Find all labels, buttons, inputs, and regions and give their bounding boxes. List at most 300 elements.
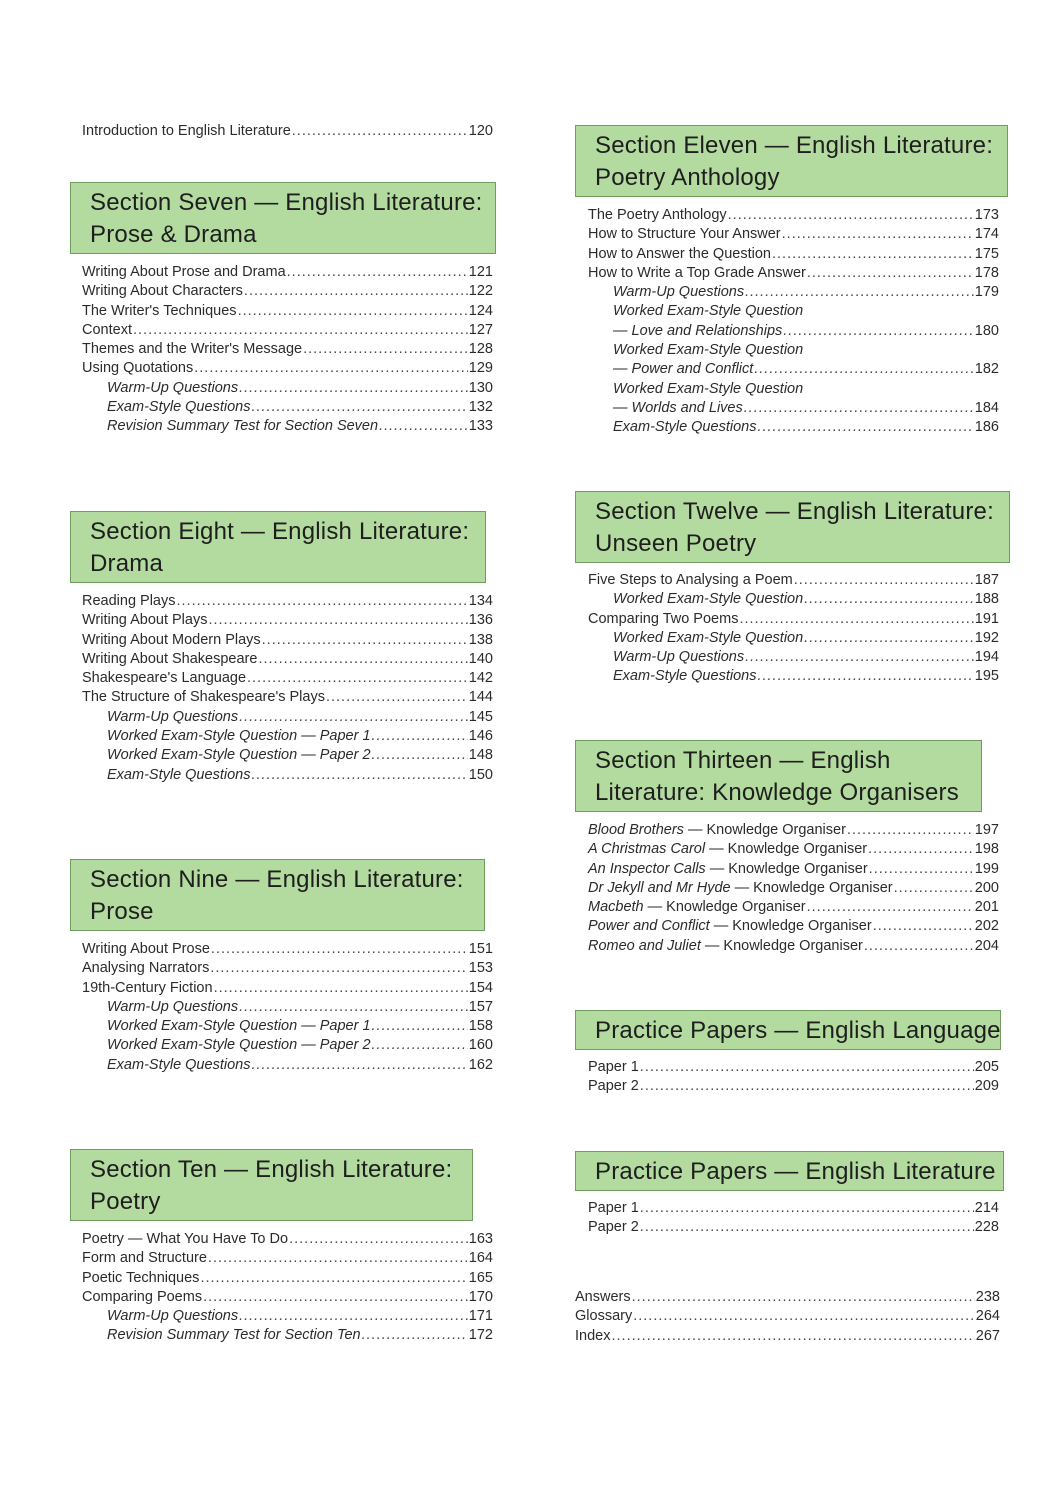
entry-label: How to Answer the Question bbox=[588, 245, 771, 262]
entry-label: Revision Summary Test for Section Ten bbox=[107, 1327, 361, 1344]
entry-label: Warm-Up Questions bbox=[613, 649, 745, 666]
entry-label: Answers bbox=[575, 1289, 631, 1305]
entry-page: 170 bbox=[468, 1288, 493, 1305]
end-matter-entries bbox=[575, 1288, 1000, 1346]
dot-leader bbox=[772, 245, 974, 264]
entry-page: 144 bbox=[468, 689, 493, 706]
toc-entry[interactable] bbox=[588, 399, 999, 418]
entry-page: 172 bbox=[468, 1327, 493, 1344]
entry-label: Writing About Shakespeare bbox=[82, 650, 258, 667]
dot-leader bbox=[754, 360, 974, 379]
toc-entry[interactable] bbox=[588, 648, 999, 667]
dot-leader bbox=[757, 667, 973, 686]
section-eight-entries bbox=[82, 592, 493, 785]
toc-entry[interactable] bbox=[588, 380, 999, 399]
entry-label bbox=[588, 860, 868, 879]
toc-entry[interactable] bbox=[82, 1288, 493, 1307]
dot-leader bbox=[326, 688, 468, 707]
section-title-line: Literature: Knowledge Organisers bbox=[595, 779, 959, 806]
intro-entry bbox=[82, 122, 493, 141]
toc-entry[interactable] bbox=[588, 917, 999, 936]
entry-label: The Writer's Techniques bbox=[82, 302, 237, 319]
section-thirteen-entries bbox=[588, 821, 999, 956]
entry-label: The Structure of Shakespeare's Plays bbox=[82, 689, 325, 706]
entry-page: 138 bbox=[468, 631, 493, 648]
toc-entry[interactable] bbox=[588, 610, 999, 629]
entry-label: Worked Exam-Style Question bbox=[613, 342, 804, 359]
entry-label: Reading Plays bbox=[82, 593, 176, 609]
dot-leader bbox=[783, 322, 974, 341]
toc-entry[interactable] bbox=[82, 940, 493, 959]
toc-entry[interactable] bbox=[82, 359, 493, 378]
entry-page: 142 bbox=[468, 670, 493, 687]
entry-page: 204 bbox=[974, 937, 999, 954]
toc-entry[interactable] bbox=[82, 263, 493, 282]
entry-page: 200 bbox=[974, 879, 999, 896]
dot-leader bbox=[372, 1017, 468, 1036]
entry-label: Writing About Prose and Drama bbox=[82, 264, 286, 280]
dot-leader bbox=[873, 917, 974, 936]
toc-entry[interactable] bbox=[588, 879, 999, 898]
dot-leader bbox=[640, 1199, 974, 1218]
entry-label: Comparing Two Poems bbox=[588, 610, 739, 627]
section-title-line: Section Twelve — English Literature: bbox=[595, 498, 994, 525]
dot-leader bbox=[251, 398, 467, 417]
practice-language-header bbox=[575, 1010, 1001, 1050]
section-title-line: Section Thirteen — English bbox=[595, 747, 891, 774]
entry-label: Themes and the Writer's Message bbox=[82, 341, 303, 358]
toc-entry[interactable] bbox=[82, 998, 493, 1017]
entry-page: 164 bbox=[468, 1250, 493, 1267]
entry-label: Worked Exam-Style Question bbox=[613, 303, 804, 320]
toc-entry[interactable] bbox=[82, 688, 493, 707]
entry-label bbox=[588, 821, 846, 840]
section-title-line: Unseen Poetry bbox=[595, 530, 757, 557]
entry-page: 267 bbox=[975, 1327, 1000, 1344]
entry-label: Form and Structure bbox=[82, 1250, 207, 1267]
toc-entry[interactable] bbox=[82, 1056, 493, 1075]
entry-label: Writing About Prose bbox=[82, 941, 210, 957]
entry-page: 129 bbox=[468, 360, 493, 377]
entry-label: Exam-Style Questions bbox=[613, 668, 757, 685]
dot-leader bbox=[239, 708, 468, 727]
dot-leader bbox=[632, 1288, 975, 1307]
entry-page: 165 bbox=[468, 1269, 493, 1286]
entry-page: 163 bbox=[468, 1231, 493, 1247]
entry-page: 153 bbox=[468, 960, 493, 977]
dot-leader bbox=[745, 283, 974, 302]
entry-page: 194 bbox=[974, 649, 999, 666]
entry-label: Warm-Up Questions bbox=[613, 284, 745, 301]
entry-label: Worked Exam-Style Question — Paper 1 bbox=[107, 728, 371, 745]
dot-leader bbox=[864, 937, 974, 956]
toc-entry[interactable] bbox=[82, 340, 493, 359]
entry-page: 201 bbox=[974, 899, 999, 916]
entry-page: 264 bbox=[975, 1308, 1000, 1325]
toc-entry[interactable] bbox=[588, 322, 999, 341]
dot-leader bbox=[239, 379, 468, 398]
toc-entry[interactable] bbox=[588, 571, 999, 590]
toc-entry[interactable] bbox=[588, 206, 999, 225]
dot-leader bbox=[292, 122, 468, 141]
dot-leader bbox=[804, 590, 974, 609]
entry-label: Glossary bbox=[575, 1308, 633, 1325]
toc-entry[interactable] bbox=[82, 302, 493, 321]
section-eleven-header bbox=[575, 125, 1008, 197]
entry-label: Index bbox=[575, 1327, 611, 1344]
toc-entry[interactable] bbox=[588, 860, 999, 879]
section-twelve-header bbox=[575, 491, 1010, 563]
entry-page: 133 bbox=[468, 418, 493, 435]
entry-label bbox=[588, 840, 867, 859]
toc-entry[interactable] bbox=[82, 1017, 493, 1036]
dot-leader bbox=[807, 264, 974, 283]
toc-entry[interactable] bbox=[82, 727, 493, 746]
toc-entry[interactable] bbox=[82, 1326, 493, 1345]
entry-page: 187 bbox=[974, 572, 999, 588]
entry-page: 178 bbox=[974, 264, 999, 281]
dot-leader bbox=[251, 766, 467, 785]
toc-entry[interactable] bbox=[82, 398, 493, 417]
dot-leader bbox=[739, 610, 973, 629]
entry-label: Paper 2 bbox=[588, 1078, 639, 1095]
toc-entry[interactable] bbox=[588, 898, 999, 917]
entry-title-italic: Blood Brothers bbox=[588, 822, 684, 838]
entry-page: 184 bbox=[974, 399, 999, 416]
dot-leader bbox=[372, 727, 468, 746]
toc-entry[interactable] bbox=[82, 611, 493, 630]
entry-label bbox=[588, 937, 863, 956]
dot-leader bbox=[251, 1056, 467, 1075]
toc-entry[interactable] bbox=[588, 840, 999, 859]
entry-title-italic: An Inspector Calls bbox=[588, 860, 706, 877]
entry-page: 191 bbox=[974, 610, 999, 627]
toc-entry[interactable] bbox=[82, 959, 493, 978]
toc-entry[interactable] bbox=[588, 1199, 999, 1218]
section-title-line: Section Nine — English Literature: bbox=[90, 866, 464, 893]
practice-literature-header bbox=[575, 1151, 1004, 1191]
toc-entry[interactable] bbox=[82, 122, 493, 141]
entry-label: Worked Exam-Style Question — Paper 2 bbox=[107, 747, 371, 764]
section-nine-header bbox=[70, 859, 485, 931]
dot-leader bbox=[214, 979, 468, 998]
section-title-line: Section Ten — English Literature: bbox=[90, 1156, 453, 1183]
entry-page: 179 bbox=[974, 284, 999, 301]
toc-entry[interactable] bbox=[82, 321, 493, 340]
entry-page: 140 bbox=[468, 650, 493, 667]
dot-leader bbox=[211, 940, 468, 959]
toc-entry[interactable] bbox=[588, 667, 999, 686]
dot-leader bbox=[868, 840, 974, 859]
section-title-line: Section Eight — English Literature: bbox=[90, 518, 470, 545]
section-eight-header bbox=[70, 511, 486, 583]
entry-page: 202 bbox=[974, 918, 999, 935]
entry-page: 175 bbox=[974, 245, 999, 262]
dot-leader bbox=[744, 399, 974, 418]
entry-page: 199 bbox=[974, 860, 999, 877]
dot-leader bbox=[133, 321, 468, 340]
dot-leader bbox=[210, 959, 467, 978]
toc-entry[interactable] bbox=[82, 417, 493, 436]
entry-title-italic: Power and Conflict bbox=[588, 918, 710, 935]
entry-label: 19th-Century Fiction bbox=[82, 979, 213, 996]
dot-leader bbox=[728, 206, 974, 225]
entry-page: 158 bbox=[468, 1018, 493, 1035]
entry-page: 157 bbox=[468, 998, 493, 1015]
toc-entry[interactable] bbox=[82, 979, 493, 998]
entry-page: 120 bbox=[468, 123, 493, 139]
entry-page: 238 bbox=[975, 1289, 1000, 1305]
entry-page: 205 bbox=[974, 1059, 999, 1075]
entry-page: 228 bbox=[974, 1219, 999, 1236]
entry-page: 197 bbox=[974, 822, 999, 838]
entry-suffix: — Knowledge Organiser bbox=[709, 918, 872, 935]
practice-literature-entries bbox=[588, 1199, 999, 1238]
entry-suffix: — Knowledge Organiser bbox=[643, 899, 806, 916]
dot-leader bbox=[239, 998, 468, 1017]
section-seven-header bbox=[70, 182, 496, 254]
toc-entry[interactable] bbox=[588, 225, 999, 244]
dot-leader bbox=[372, 1036, 468, 1055]
toc-entry[interactable] bbox=[575, 1327, 1000, 1346]
section-title-line: Section Eleven — English Literature: bbox=[595, 132, 994, 159]
section-title-line: Poetry Anthology bbox=[595, 164, 780, 191]
entry-label: Writing About Plays bbox=[82, 612, 208, 629]
entry-label: Warm-Up Questions bbox=[107, 1308, 239, 1325]
entry-page: 132 bbox=[468, 399, 493, 416]
dot-leader bbox=[362, 1326, 468, 1345]
entry-page: 146 bbox=[468, 728, 493, 745]
entry-label: The Poetry Anthology bbox=[588, 207, 727, 223]
entry-label: Exam-Style Questions bbox=[107, 1056, 251, 1073]
entry-page: 192 bbox=[974, 629, 999, 646]
dot-leader bbox=[194, 359, 468, 378]
dot-leader bbox=[640, 1218, 974, 1237]
section-title-line: Prose bbox=[90, 898, 154, 925]
entry-label: Exam-Style Questions bbox=[107, 399, 251, 416]
dot-leader bbox=[782, 225, 974, 244]
dot-leader bbox=[379, 417, 468, 436]
dot-leader bbox=[869, 860, 974, 879]
entry-page: 160 bbox=[468, 1037, 493, 1054]
dot-leader bbox=[247, 669, 468, 688]
entry-label: Shakespeare's Language bbox=[82, 670, 247, 687]
dot-leader bbox=[203, 1288, 468, 1307]
entry-label: Paper 2 bbox=[588, 1219, 639, 1236]
toc-entry[interactable] bbox=[575, 1307, 1000, 1326]
dot-leader bbox=[372, 746, 468, 765]
toc-entry[interactable] bbox=[82, 282, 493, 301]
entry-page: 182 bbox=[974, 361, 999, 378]
entry-label: How to Structure Your Answer bbox=[588, 226, 781, 243]
dot-leader bbox=[244, 282, 468, 301]
entry-page: 151 bbox=[468, 941, 493, 957]
entry-page: 171 bbox=[468, 1308, 493, 1325]
entry-page: 136 bbox=[468, 612, 493, 629]
entry-label: Analysing Narrators bbox=[82, 960, 210, 977]
dot-leader bbox=[847, 821, 974, 840]
entry-suffix: — Knowledge Organiser bbox=[705, 841, 868, 858]
entry-suffix: — Knowledge Organiser bbox=[705, 860, 868, 877]
toc-entry[interactable] bbox=[82, 1269, 493, 1288]
toc-entry[interactable] bbox=[588, 1218, 999, 1237]
dot-leader bbox=[239, 1307, 468, 1326]
entry-page: 195 bbox=[974, 668, 999, 685]
entry-label: — Worlds and Lives bbox=[613, 399, 743, 416]
entry-page: 127 bbox=[468, 321, 493, 338]
section-thirteen-header bbox=[575, 740, 982, 812]
entry-page: 130 bbox=[468, 379, 493, 396]
entry-label: — Love and Relationships bbox=[613, 322, 783, 339]
entry-page: 198 bbox=[974, 841, 999, 858]
entry-label: Worked Exam-Style Question bbox=[613, 629, 804, 646]
toc-entry[interactable] bbox=[82, 592, 493, 611]
dot-leader bbox=[208, 1249, 468, 1268]
entry-label: Introduction to English Literature bbox=[82, 123, 291, 139]
dot-leader bbox=[894, 879, 974, 898]
entry-page: 174 bbox=[974, 226, 999, 243]
toc-entry[interactable] bbox=[588, 590, 999, 609]
toc-entry[interactable] bbox=[588, 341, 999, 360]
toc-entry[interactable] bbox=[588, 1077, 999, 1096]
entry-label bbox=[588, 898, 806, 917]
entry-page: 145 bbox=[468, 708, 493, 725]
entry-label: Poetry — What You Have To Do bbox=[82, 1231, 289, 1247]
section-title-line: Prose & Drama bbox=[90, 221, 257, 248]
dot-leader bbox=[303, 340, 468, 359]
dot-leader bbox=[745, 648, 974, 667]
toc-entry[interactable] bbox=[82, 631, 493, 650]
section-ten-entries bbox=[82, 1230, 493, 1346]
toc-entry[interactable] bbox=[82, 766, 493, 785]
section-title-line: Practice Papers — English Literature bbox=[595, 1158, 996, 1185]
entry-page: 188 bbox=[974, 591, 999, 608]
section-title-line: Practice Papers — English Language bbox=[595, 1017, 1001, 1044]
entry-title-italic: Romeo and Juliet bbox=[588, 937, 701, 954]
entry-label: Warm-Up Questions bbox=[107, 708, 239, 725]
entry-title-italic: A Christmas Carol bbox=[588, 841, 706, 858]
toc-entry[interactable] bbox=[588, 245, 999, 264]
toc-entry[interactable] bbox=[588, 283, 999, 302]
toc-entry[interactable] bbox=[82, 669, 493, 688]
entry-page: 121 bbox=[468, 264, 493, 280]
dot-leader bbox=[287, 263, 468, 282]
entry-page: 180 bbox=[974, 322, 999, 339]
toc-entry[interactable] bbox=[82, 650, 493, 669]
entry-page: 148 bbox=[468, 747, 493, 764]
entry-label: Worked Exam-Style Question — Paper 2 bbox=[107, 1037, 371, 1054]
toc-entry[interactable] bbox=[82, 708, 493, 727]
dot-leader bbox=[633, 1307, 975, 1326]
section-title-line: Poetry bbox=[90, 1188, 161, 1215]
section-ten-header bbox=[70, 1149, 473, 1221]
entry-title-italic: Dr Jekyll and Mr Hyde bbox=[588, 879, 731, 896]
dot-leader bbox=[208, 611, 467, 630]
entry-label: Paper 1 bbox=[588, 1200, 639, 1216]
toc-entry[interactable] bbox=[82, 379, 493, 398]
dot-leader bbox=[238, 302, 468, 321]
toc-entry[interactable] bbox=[588, 264, 999, 283]
entry-label: Writing About Modern Plays bbox=[82, 631, 261, 648]
dot-leader bbox=[262, 631, 468, 650]
toc-entry[interactable] bbox=[588, 821, 999, 840]
entry-suffix: — Knowledge Organiser bbox=[730, 879, 893, 896]
entry-page: 214 bbox=[974, 1200, 999, 1216]
entry-title-italic: Macbeth bbox=[588, 899, 644, 916]
entry-label: Using Quotations bbox=[82, 360, 194, 377]
entry-label: Warm-Up Questions bbox=[107, 379, 239, 396]
entry-label: Worked Exam-Style Question — Paper 1 bbox=[107, 1018, 371, 1035]
section-seven-entries bbox=[82, 263, 493, 437]
entry-label: Writing About Characters bbox=[82, 283, 243, 300]
entry-page: 122 bbox=[468, 283, 493, 300]
entry-suffix: — Knowledge Organiser bbox=[683, 822, 846, 838]
entry-label: Five Steps to Analysing a Poem bbox=[588, 572, 793, 588]
entry-page: 154 bbox=[468, 979, 493, 996]
entry-label: Revision Summary Test for Section Seven bbox=[107, 418, 379, 435]
entry-page: 162 bbox=[468, 1056, 493, 1073]
practice-language-entries bbox=[588, 1058, 999, 1097]
toc-entry[interactable] bbox=[82, 1249, 493, 1268]
toc-entry[interactable] bbox=[588, 1058, 999, 1077]
entry-label bbox=[588, 917, 872, 936]
section-eleven-entries bbox=[588, 206, 999, 438]
toc-entry[interactable] bbox=[588, 629, 999, 648]
toc-entry[interactable] bbox=[588, 302, 999, 321]
entry-label: Comparing Poems bbox=[82, 1288, 203, 1305]
dot-leader bbox=[611, 1327, 974, 1346]
entry-page: 186 bbox=[974, 419, 999, 436]
entry-page: 124 bbox=[468, 302, 493, 319]
entry-page: 209 bbox=[974, 1078, 999, 1095]
dot-leader bbox=[177, 592, 468, 611]
toc-entry[interactable] bbox=[82, 1036, 493, 1055]
entry-label: Worked Exam-Style Question bbox=[613, 591, 804, 608]
entry-label: Poetic Techniques bbox=[82, 1269, 200, 1286]
entry-label: Context bbox=[82, 321, 132, 338]
dot-leader bbox=[794, 571, 974, 590]
toc-entry[interactable] bbox=[575, 1288, 1000, 1307]
toc-entry[interactable] bbox=[82, 746, 493, 765]
section-nine-entries bbox=[82, 940, 493, 1075]
dot-leader bbox=[804, 629, 974, 648]
dot-leader bbox=[640, 1077, 974, 1096]
entry-label: Warm-Up Questions bbox=[107, 998, 239, 1015]
dot-leader bbox=[258, 650, 467, 669]
toc-entry[interactable] bbox=[588, 360, 999, 379]
entry-label: Paper 1 bbox=[588, 1059, 639, 1075]
entry-label bbox=[588, 879, 893, 898]
dot-leader bbox=[200, 1269, 467, 1288]
entry-label: Exam-Style Questions bbox=[107, 766, 251, 783]
dot-leader bbox=[289, 1230, 468, 1249]
toc-entry[interactable] bbox=[588, 418, 999, 437]
dot-leader bbox=[757, 418, 973, 437]
toc-entry[interactable] bbox=[82, 1230, 493, 1249]
dot-leader bbox=[640, 1058, 974, 1077]
toc-entry[interactable] bbox=[588, 937, 999, 956]
entry-page: 150 bbox=[468, 766, 493, 783]
entry-page: 173 bbox=[974, 207, 999, 223]
entry-label: How to Write a Top Grade Answer bbox=[588, 264, 806, 281]
toc-entry[interactable] bbox=[82, 1307, 493, 1326]
entry-label: Exam-Style Questions bbox=[613, 419, 757, 436]
entry-suffix: — Knowledge Organiser bbox=[700, 937, 863, 954]
entry-label: — Power and Conflict bbox=[613, 361, 754, 378]
entry-page: 134 bbox=[468, 593, 493, 609]
section-twelve-entries bbox=[588, 571, 999, 687]
section-title-line: Drama bbox=[90, 550, 164, 577]
